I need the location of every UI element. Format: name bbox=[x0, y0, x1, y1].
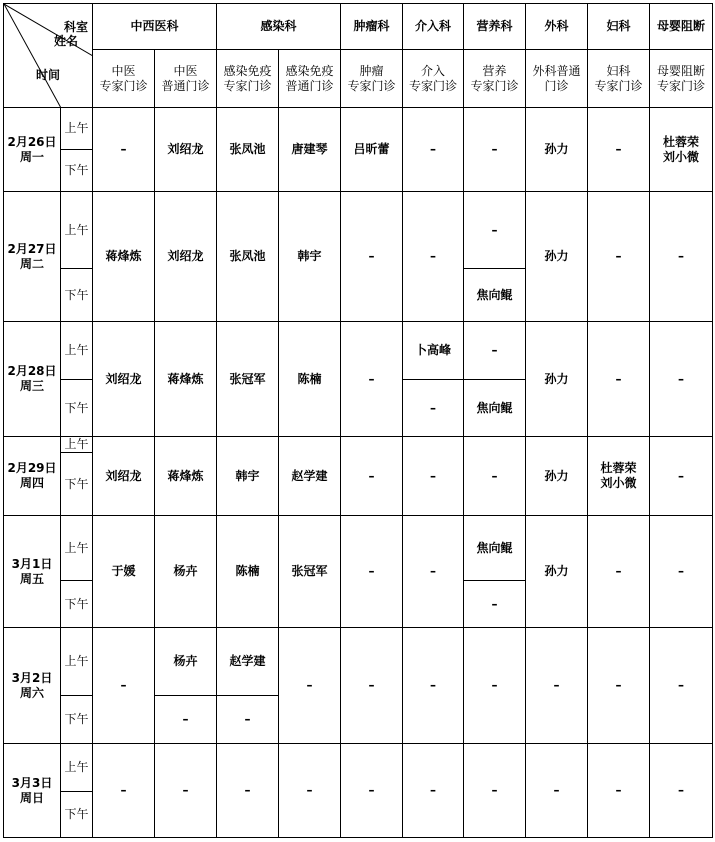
schedule-cell: – bbox=[341, 322, 403, 437]
date-cell: 2月29日 周四 bbox=[4, 437, 61, 516]
schedule-cell: – bbox=[93, 744, 155, 838]
schedule-cell: 卜高峰 bbox=[403, 322, 464, 380]
schedule-cell: 张凤池 bbox=[217, 108, 279, 192]
schedule-cell: – bbox=[464, 322, 526, 380]
schedule-cell: – bbox=[341, 437, 403, 516]
schedule-cell: 孙力 bbox=[526, 322, 588, 437]
date-cell: 3月3日 周日 bbox=[4, 744, 61, 838]
period-pm: 下午 bbox=[61, 581, 93, 628]
clinic-header: 肿瘤 专家门诊 bbox=[341, 50, 403, 108]
schedule-cell: – bbox=[155, 744, 217, 838]
schedule-cell: – bbox=[403, 380, 464, 437]
schedule-cell: – bbox=[155, 696, 217, 744]
schedule-cell: 杜蓉荣 刘小微 bbox=[650, 108, 713, 192]
schedule-cell: – bbox=[526, 628, 588, 744]
schedule-cell: 吕昕蕾 bbox=[341, 108, 403, 192]
schedule-cell: – bbox=[341, 744, 403, 838]
schedule-cell: 杨卉 bbox=[155, 516, 217, 628]
schedule-cell: – bbox=[403, 744, 464, 838]
schedule-cell: 张冠军 bbox=[279, 516, 341, 628]
schedule-cell: – bbox=[588, 192, 650, 322]
dept-gynecology: 妇科 bbox=[588, 4, 650, 50]
clinic-header: 介入 专家门诊 bbox=[403, 50, 464, 108]
schedule-cell: 张凤池 bbox=[217, 192, 279, 322]
schedule-cell: – bbox=[588, 516, 650, 628]
schedule-cell: – bbox=[650, 437, 713, 516]
period-am: 上午 bbox=[61, 744, 93, 792]
schedule-cell: 焦向鲲 bbox=[464, 269, 526, 322]
schedule-cell: – bbox=[403, 192, 464, 322]
date-cell: 2月26日 周一 bbox=[4, 108, 61, 192]
schedule-cell: 杨卉 bbox=[155, 628, 217, 696]
period-pm: 下午 bbox=[61, 696, 93, 744]
schedule-cell: 蒋烽炼 bbox=[155, 322, 217, 437]
period-am: 上午 bbox=[61, 192, 93, 269]
schedule-cell: – bbox=[588, 628, 650, 744]
schedule-cell: – bbox=[588, 108, 650, 192]
period-pm: 下午 bbox=[61, 453, 93, 516]
schedule-cell: – bbox=[650, 192, 713, 322]
schedule-cell: 刘绍龙 bbox=[93, 322, 155, 437]
period-pm: 下午 bbox=[61, 792, 93, 838]
schedule-cell: 韩宇 bbox=[279, 192, 341, 322]
schedule-cell: 刘绍龙 bbox=[93, 437, 155, 516]
schedule-cell: – bbox=[464, 581, 526, 628]
schedule-cell: 唐建琴 bbox=[279, 108, 341, 192]
schedule-cell: – bbox=[403, 437, 464, 516]
corner-dept-label: 科室 bbox=[63, 20, 88, 34]
corner-header-cell bbox=[4, 4, 93, 108]
date-cell: 2月27日 周二 bbox=[4, 192, 61, 322]
schedule-cell: – bbox=[403, 628, 464, 744]
schedule-cell: 孙力 bbox=[526, 108, 588, 192]
schedule-cell: 张冠军 bbox=[217, 322, 279, 437]
schedule-cell: – bbox=[279, 744, 341, 838]
date-cell: 2月28日 周三 bbox=[4, 322, 61, 437]
dept-mother-infant: 母婴阻断 bbox=[650, 4, 713, 50]
clinic-header: 外科普通 门诊 bbox=[526, 50, 588, 108]
schedule-cell: – bbox=[93, 108, 155, 192]
dept-surgery: 外科 bbox=[526, 4, 588, 50]
period-pm: 下午 bbox=[61, 269, 93, 322]
schedule-cell: – bbox=[217, 696, 279, 744]
clinic-header: 感染免疫 普通门诊 bbox=[279, 50, 341, 108]
schedule-cell: 刘绍龙 bbox=[155, 108, 217, 192]
schedule-cell: – bbox=[526, 744, 588, 838]
clinic-header: 营养 专家门诊 bbox=[464, 50, 526, 108]
schedule-cell: – bbox=[341, 628, 403, 744]
dept-nutrition: 营养科 bbox=[464, 4, 526, 50]
period-am: 上午 bbox=[61, 322, 93, 380]
schedule-cell: – bbox=[403, 108, 464, 192]
schedule-cell: 杜蓉荣 刘小微 bbox=[588, 437, 650, 516]
clinic-schedule-table bbox=[3, 3, 713, 838]
clinic-header: 妇科 专家门诊 bbox=[588, 50, 650, 108]
period-am: 上午 bbox=[61, 628, 93, 696]
date-cell: 3月2日 周六 bbox=[4, 628, 61, 744]
schedule-cell: – bbox=[464, 437, 526, 516]
period-pm: 下午 bbox=[61, 380, 93, 437]
dept-intervention: 介入科 bbox=[403, 4, 464, 50]
schedule-cell: 陈楠 bbox=[217, 516, 279, 628]
schedule-cell: – bbox=[464, 108, 526, 192]
clinic-header: 感染免疫 专家门诊 bbox=[217, 50, 279, 108]
schedule-cell: 韩宇 bbox=[217, 437, 279, 516]
schedule-cell: – bbox=[464, 744, 526, 838]
schedule-cell: 刘绍龙 bbox=[155, 192, 217, 322]
schedule-cell: 孙力 bbox=[526, 516, 588, 628]
schedule-cell: 焦向鲲 bbox=[464, 516, 526, 581]
schedule-cell: 孙力 bbox=[526, 437, 588, 516]
schedule-cell: – bbox=[464, 628, 526, 744]
clinic-header: 中医 普通门诊 bbox=[155, 50, 217, 108]
period-am: 上午 bbox=[61, 437, 93, 453]
corner-name-label: 姓名 bbox=[53, 34, 78, 48]
schedule-cell: – bbox=[650, 322, 713, 437]
schedule-cell: 孙力 bbox=[526, 192, 588, 322]
clinic-header: 母婴阻断 专家门诊 bbox=[650, 50, 713, 108]
schedule-cell: 赵学建 bbox=[217, 628, 279, 696]
schedule-cell: 蒋烽炼 bbox=[155, 437, 217, 516]
schedule-cell: – bbox=[464, 192, 526, 269]
schedule-cell: 蒋烽炼 bbox=[93, 192, 155, 322]
schedule-cell: – bbox=[588, 322, 650, 437]
schedule-cell: 陈楠 bbox=[279, 322, 341, 437]
dept-infectious: 感染科 bbox=[217, 4, 341, 50]
schedule-cell: – bbox=[588, 744, 650, 838]
schedule-cell: – bbox=[217, 744, 279, 838]
date-cell: 3月1日 周五 bbox=[4, 516, 61, 628]
corner-time-label: 时间 bbox=[36, 68, 61, 82]
schedule-cell: 焦向鲲 bbox=[464, 380, 526, 437]
clinic-header: 中医 专家门诊 bbox=[93, 50, 155, 108]
schedule-cell: – bbox=[341, 192, 403, 322]
period-am: 上午 bbox=[61, 516, 93, 581]
schedule-cell: – bbox=[650, 628, 713, 744]
period-am: 上午 bbox=[61, 108, 93, 150]
dept-integrated-medicine: 中西医科 bbox=[93, 4, 217, 50]
schedule-cell: – bbox=[650, 744, 713, 838]
period-pm: 下午 bbox=[61, 150, 93, 192]
dept-oncology: 肿瘤科 bbox=[341, 4, 403, 50]
schedule-cell: 于媛 bbox=[93, 516, 155, 628]
schedule-cell: – bbox=[650, 516, 713, 628]
schedule-cell: – bbox=[341, 516, 403, 628]
schedule-cell: – bbox=[93, 628, 155, 744]
schedule-cell: – bbox=[279, 628, 341, 744]
schedule-cell: – bbox=[403, 516, 464, 628]
schedule-cell: 赵学建 bbox=[279, 437, 341, 516]
